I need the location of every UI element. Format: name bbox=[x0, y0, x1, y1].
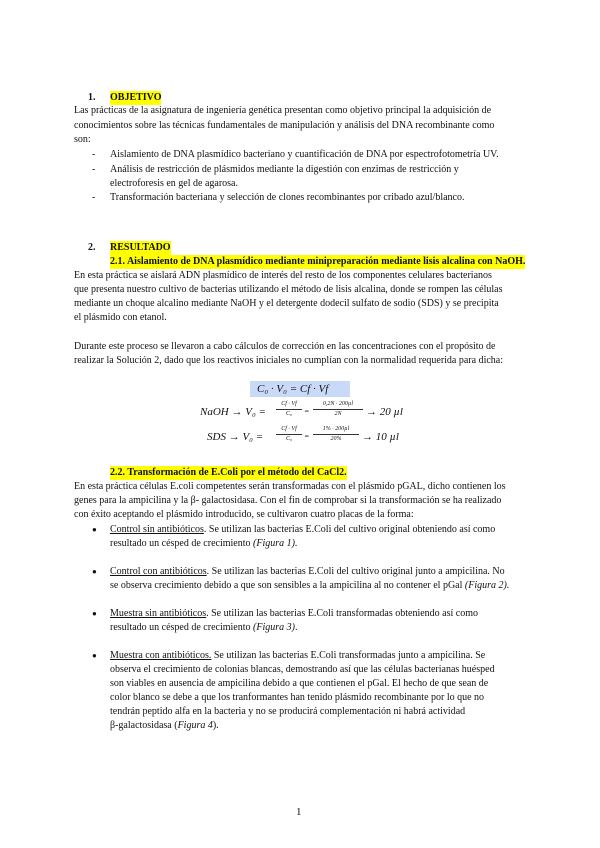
dash-bullet: - bbox=[92, 164, 96, 175]
s22-intro-line: genes para la ampicilina y la β- galactosidasa. Con el fin de comprobar si la transformación se ha realizado bbox=[74, 495, 502, 506]
item-label: Muestra sin antibióticos bbox=[110, 608, 207, 619]
item-tail: ). bbox=[212, 720, 219, 731]
item-label: Control sin antibióticos bbox=[110, 524, 204, 535]
s21-para2-line: Durante este proceso se llevaron a cabo cálculos de corrección en las concentraciones con el propósito de bbox=[74, 341, 496, 352]
dot-bullet: ● bbox=[92, 651, 97, 660]
s22-item-control-sin-cont bbox=[110, 537, 297, 551]
formula-naoh-frac1-num: Cf · Vf bbox=[281, 401, 297, 407]
formula-sds-result: → 10 µl bbox=[362, 431, 399, 443]
s22-item-muestra-sin bbox=[110, 607, 478, 621]
s21-para1-line: En esta práctica se aislará ADN plasmídico de interés del resto de los componentes celulares bacterianos bbox=[74, 270, 492, 281]
fraction-line bbox=[276, 434, 302, 435]
formula-sds-lhs: SDS → V₀ = bbox=[207, 431, 264, 443]
s22-item-control-con-cont bbox=[110, 579, 509, 593]
s21-para1-line: el plásmido con etanol. bbox=[74, 312, 167, 323]
s22-item-muestra-con-last bbox=[110, 719, 219, 733]
item-text: . Se utilizan las bacterias E.Coli del cultivo original junto a ampicilina. No bbox=[206, 566, 505, 577]
dash-bullet: - bbox=[92, 149, 96, 160]
s22-item-muestra-con-line: tendrán peptido alfa en la bacteria y no se producirá complementación ni habrá actividad bbox=[110, 706, 466, 717]
dash-bullet: - bbox=[92, 192, 96, 203]
formula-eq: = bbox=[304, 432, 310, 441]
section-number-resultado: 2. bbox=[88, 242, 96, 253]
s22-intro-line: con éxito aceptando el plásmido introducido, se cultivaron cuatro placas de la forma: bbox=[74, 509, 414, 520]
dot-bullet: ● bbox=[92, 525, 97, 534]
item-text: resultado un césped de crecimiento bbox=[110, 538, 253, 549]
objetivo-intro-line: Las prácticas de la asignatura de ingeniería genética presentan como objetivo principal la adquisición de bbox=[74, 105, 492, 116]
item-text: se observa crecimiento debido a que son sensibles a la ampicilina al no contener el pGal bbox=[110, 580, 465, 591]
s22-item-muestra-sin-cont bbox=[110, 621, 297, 635]
formula-naoh-frac1-den: C₀ bbox=[285, 411, 293, 417]
figure-ref: Figura 4 bbox=[177, 720, 213, 731]
section-title-objetivo: OBJETIVO bbox=[110, 92, 162, 103]
formula-naoh-frac2-num: 0,2N · 200µl bbox=[322, 401, 354, 407]
item-text: . Se utilizan las bacterias E.Coli transformadas obteniendo así como bbox=[206, 608, 478, 619]
section-number-objetivo: 1. bbox=[88, 92, 96, 103]
formula-naoh-lhs: NaOH → V₀ = bbox=[200, 406, 266, 418]
section-title-resultado: RESULTADO bbox=[110, 242, 171, 253]
item-text: . Se utilizan las bacterias E.Coli del cultivo original obteniendo así como bbox=[203, 524, 496, 535]
objetivo-intro-line: conocimientos sobre las técnicas fundamentales de manipulación y análisis del DNA recombinante como bbox=[74, 120, 495, 131]
fraction-line bbox=[313, 434, 359, 435]
fraction-line bbox=[313, 409, 363, 410]
formula-sds-frac2-den: 20% bbox=[330, 436, 342, 442]
s21-para2-line: realizar la Solución 2, dado que los reactivos iniciales no cumplían con la normalidad requerida para dicha: bbox=[74, 355, 504, 366]
s22-item-control-con bbox=[110, 565, 505, 579]
objetivo-intro-line: son: bbox=[74, 134, 91, 145]
figure-ref: (Figura 3) bbox=[253, 622, 295, 633]
item-tail: . bbox=[294, 622, 298, 633]
item-text: β-galactosidasa ( bbox=[110, 720, 178, 731]
fraction-line bbox=[276, 409, 302, 410]
page-number: 1 bbox=[296, 806, 302, 818]
dot-bullet: ● bbox=[92, 609, 97, 618]
formula-main: C₀ · V₀ = Cf · Vf bbox=[257, 383, 329, 395]
objetivo-list-item: Transformación bacteriana y selección de clones recombinantes por cribado azul/blanco. bbox=[110, 192, 465, 203]
formula-sds-frac1-num: Cf · Vf bbox=[281, 426, 297, 432]
subsection-title-2-1: 2.1. Aislamiento de DNA plasmídico mediante minipreparación mediante lisis alcalina con NaOH. bbox=[110, 256, 526, 267]
formula-naoh-frac2-den: 2N bbox=[334, 411, 342, 417]
s22-item-muestra-con-line: color blanco se debe a que los tranformantes han tenido plásmido recombinante por lo que no bbox=[110, 692, 485, 703]
formula-sds-frac2-num: 1% · 200µl bbox=[322, 426, 350, 432]
s22-intro-line: En esta práctica células E.coli competentes serán transformadas con el plásmido pGAL, dicho contienen los bbox=[74, 481, 506, 492]
objetivo-list-item-cont: electroforesis en gel de agarosa. bbox=[110, 178, 238, 189]
formula-naoh-result: → 20 µl bbox=[366, 406, 403, 418]
formula-sds-frac1-den: C₀ bbox=[285, 436, 293, 442]
subsection-title-2-2: 2.2. Transformación de E.Coli por el método del CaCl2. bbox=[110, 467, 347, 478]
s22-item-muestra-con-line: observa el crecimiento de colonias blancas, demostrando así que las células bacterianas huésped bbox=[110, 664, 495, 675]
dot-bullet: ● bbox=[92, 567, 97, 576]
item-label: Muestra con antibióticos. bbox=[110, 650, 212, 661]
objetivo-list-item: Aislamiento de DNA plasmídico bacteriano y cuantificación de DNA por espectrofotometría UV. bbox=[110, 149, 499, 160]
figure-ref: (Figura 2). bbox=[464, 580, 510, 591]
s21-para1-line: que presenta nuestro cultivo de bacterias utilizando el método de lisis alcalina, donde se rompen las células bbox=[74, 284, 503, 295]
s22-item-muestra-con bbox=[110, 649, 485, 663]
figure-ref: (Figura 1). bbox=[253, 538, 298, 549]
item-text: resultado un césped de crecimiento bbox=[110, 622, 253, 633]
s22-item-muestra-con-line: son viables en ausencia de ampicilina debido a que contienen el pGal. El hecho de que sean de bbox=[110, 678, 489, 689]
item-label: Control con antibióticos bbox=[110, 566, 207, 577]
item-text: Se utilizan las bacterias E.Coli transformadas junto a ampicilina. Se bbox=[211, 650, 486, 661]
formula-eq: = bbox=[304, 407, 310, 416]
s22-item-control-sin bbox=[110, 523, 495, 537]
objetivo-list-item: Análisis de restricción de plásmidos mediante la digestión con enzimas de restricción y bbox=[110, 164, 459, 175]
s21-para1-line: mediante un choque alcalino mediante NaOH y el detergente dodecil sulfato de sodio (SDS) y se precipita bbox=[74, 298, 499, 309]
